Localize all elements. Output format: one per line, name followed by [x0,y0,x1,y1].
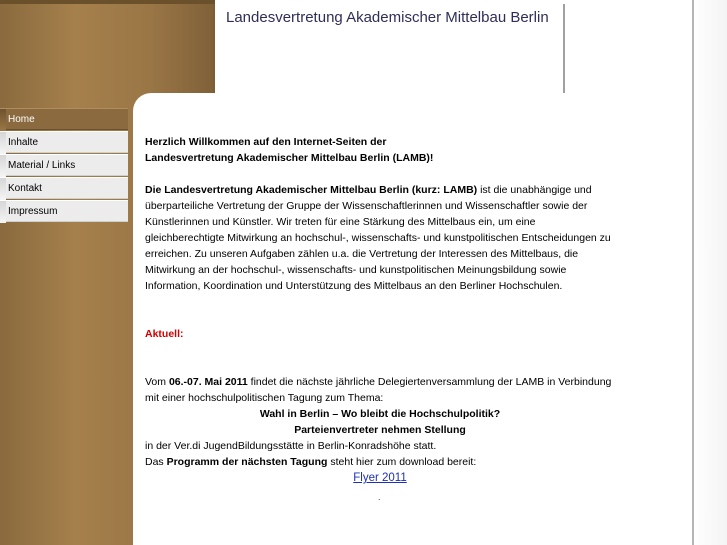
welcome-line-2: Landesvertretung Akademischer Mittelbau Berlin (LAMB)! [145,152,434,164]
nav-item-kontakt[interactable] [0,177,128,199]
download-line [145,454,615,470]
header-divider-right [563,4,565,100]
right-rail-line [692,0,694,545]
nav-item-home[interactable] [0,108,128,130]
site-title: Landesvertretung Akademischer Mittelbau Berlin [226,9,549,26]
nav-item-tab-edge [0,178,6,200]
intro-paragraph [145,182,615,294]
nav-item-tab-edge [0,201,6,223]
flyer-link[interactable]: Flyer 2011 [353,472,407,484]
nav-item-impressum[interactable] [0,200,128,222]
footer-dot: . [378,492,381,502]
main-text [145,134,615,486]
news-pre: Vom [145,376,169,388]
nav-item-tab-edge [0,155,6,177]
news-post: findet die nächste jährliche Delegiertenversammlung der LAMB in Verbindung mit einer hochschulpolitischen Tagung zum Thema: [145,376,612,404]
topic-line-2: Parteienvertreter nehmen Stellung [294,424,466,436]
nav-item-label: Material / Links [8,160,76,171]
topic-line-1: Wahl in Berlin – Wo bleibt die Hochschulpolitik? [259,408,501,420]
download-post: steht hier zum download bereit: [327,456,477,468]
news-date: 06.-07. Mai 2011 [168,376,248,388]
right-rail [692,0,727,545]
left-decor-top-line [0,0,215,4]
nav-item-label: Kontakt [8,183,42,194]
intro-rest: ist die unabhängige und überparteiliche Vertretung der Gruppe der Wissenschaftlerinnen und Wissenschaftler sowie der Künstlerinnen und Künstler. Wir treten für eine Stärkung des Mittelbaus ein, um eine gleichberechtigte Mitwirkung an hochschul-, wissenschafts- und kunstpolitischen Entscheidungen zu erreichen. Zu unseren Aufgaben zählen u.a. die Vertretung der Interessen des Mittelbaus, die Mitwirkung an der hochschul-, wissenschafts- und kunstpolitischen Meinungsbildung sowie Information, Koordination und Unterstützung des Mittelbaus an den Berliner Hochschulen. [145,184,611,292]
venue-line: in der Ver.di JugendBildungsstätte in Berlin-Konradshöhe statt. [145,440,437,452]
welcome-line-1: Herzlich Willkommen auf den Internet-Seiten der [145,136,387,148]
header-divider-left [213,4,215,100]
main-nav [0,108,133,223]
nav-item-label: Home [8,114,35,125]
download-bold: Programm der nächsten Tagung [166,456,328,468]
download-pre: Das [145,456,167,468]
nav-item-label: Inhalte [8,137,39,148]
news-paragraph [145,374,615,406]
aktuell-heading: Aktuell: [145,328,184,340]
nav-item-tab-edge [0,109,6,131]
flyer-line [145,470,615,486]
intro-bold: Die Landesvertretung Akademischer Mittelbau Berlin (kurz: LAMB) [145,184,478,196]
nav-item-tab-edge [0,132,6,154]
nav-item-inhalte[interactable] [0,131,128,153]
nav-item-material-links[interactable] [0,154,128,176]
nav-item-label: Impressum [8,206,58,217]
